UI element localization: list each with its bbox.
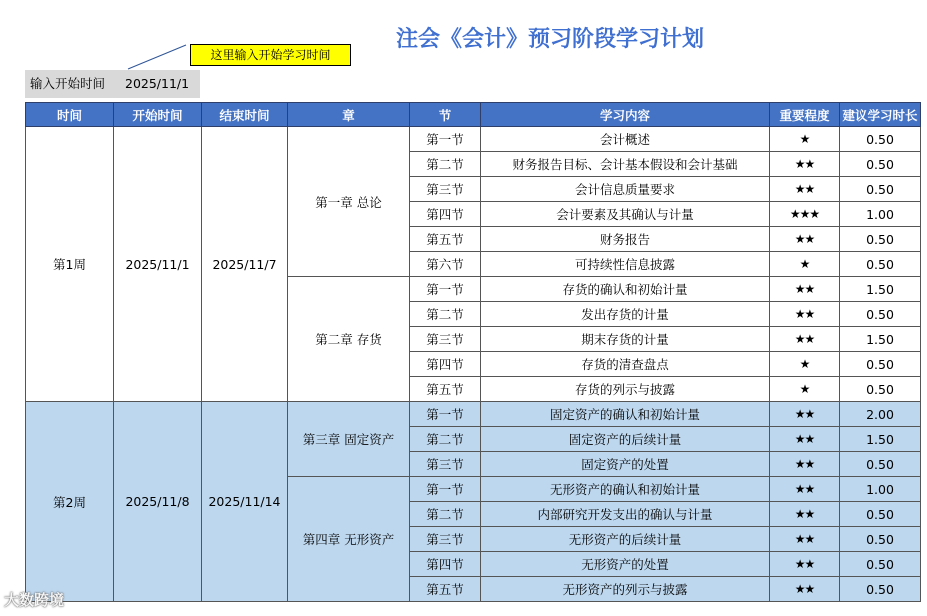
table-row — [26, 127, 921, 152]
content-cell: 会计信息质量要求 — [481, 177, 770, 202]
content-cell: 无形资产的处置 — [481, 552, 770, 577]
importance-cell: ★★ — [770, 302, 840, 327]
content-cell: 存货的列示与披露 — [481, 377, 770, 402]
callout-note: 这里输入开始学习时间 — [190, 44, 351, 66]
hours-cell: 0.50 — [840, 302, 921, 327]
header-chapter: 章 — [288, 103, 410, 127]
importance-cell: ★ — [770, 377, 840, 402]
watermark: 大数跨境 — [4, 591, 65, 609]
section-cell: 第四节 — [410, 552, 481, 577]
hours-cell: 0.50 — [840, 527, 921, 552]
header-start-date: 开始时间 — [114, 103, 202, 127]
start-date-cell: 2025/11/1 — [114, 127, 202, 402]
content-cell: 会计要素及其确认与计量 — [481, 202, 770, 227]
start-date-label: 输入开始时间 — [30, 76, 106, 91]
section-cell: 第一节 — [410, 277, 481, 302]
content-cell: 固定资产的处置 — [481, 452, 770, 477]
content-cell: 可持续性信息披露 — [481, 252, 770, 277]
importance-cell: ★★ — [770, 277, 840, 302]
start-date-input[interactable]: 2025/11/1 — [125, 76, 190, 91]
week-cell: 第1周 — [26, 127, 114, 402]
section-cell: 第二节 — [410, 502, 481, 527]
table-header-row — [26, 103, 921, 127]
importance-cell: ★ — [770, 352, 840, 377]
section-cell: 第五节 — [410, 377, 481, 402]
start-date-cell: 2025/11/8 — [114, 402, 202, 602]
section-cell: 第一节 — [410, 127, 481, 152]
content-cell: 无形资产的后续计量 — [481, 527, 770, 552]
hours-cell: 1.00 — [840, 202, 921, 227]
callout-pointer — [0, 0, 200, 80]
importance-cell: ★★ — [770, 502, 840, 527]
content-cell: 无形资产的确认和初始计量 — [481, 477, 770, 502]
importance-cell: ★★★ — [770, 202, 840, 227]
importance-cell: ★ — [770, 127, 840, 152]
hours-cell: 2.00 — [840, 402, 921, 427]
section-cell: 第六节 — [410, 252, 481, 277]
section-cell: 第二节 — [410, 302, 481, 327]
hours-cell: 1.00 — [840, 477, 921, 502]
importance-cell: ★★ — [770, 527, 840, 552]
section-cell: 第三节 — [410, 327, 481, 352]
hours-cell: 0.50 — [840, 577, 921, 602]
start-date-input-row — [25, 70, 200, 98]
header-content: 学习内容 — [481, 103, 770, 127]
hours-cell: 0.50 — [840, 152, 921, 177]
section-cell: 第二节 — [410, 427, 481, 452]
study-plan-table — [25, 102, 921, 602]
header-importance: 重要程度 — [770, 103, 840, 127]
header-week: 时间 — [26, 103, 114, 127]
header-section: 节 — [410, 103, 481, 127]
content-cell: 固定资产的确认和初始计量 — [481, 402, 770, 427]
chapter-cell: 第二章 存货 — [288, 277, 410, 402]
hours-cell: 0.50 — [840, 552, 921, 577]
section-cell: 第二节 — [410, 152, 481, 177]
chapter-cell: 第三章 固定资产 — [288, 402, 410, 477]
week-cell: 第2周 — [26, 402, 114, 602]
importance-cell: ★★ — [770, 227, 840, 252]
chapter-cell: 第一章 总论 — [288, 127, 410, 277]
content-cell: 存货的清查盘点 — [481, 352, 770, 377]
content-cell: 期末存货的计量 — [481, 327, 770, 352]
header-hours: 建议学习时长 — [840, 103, 921, 127]
content-cell: 固定资产的后续计量 — [481, 427, 770, 452]
content-cell: 无形资产的列示与披露 — [481, 577, 770, 602]
importance-cell: ★★ — [770, 552, 840, 577]
header-end-date: 结束时间 — [202, 103, 288, 127]
importance-cell: ★★ — [770, 477, 840, 502]
section-cell: 第四节 — [410, 352, 481, 377]
hours-cell: 0.50 — [840, 252, 921, 277]
chapter-cell: 第四章 无形资产 — [288, 477, 410, 602]
content-cell: 内部研究开发支出的确认与计量 — [481, 502, 770, 527]
hours-cell: 1.50 — [840, 427, 921, 452]
importance-cell: ★★ — [770, 327, 840, 352]
section-cell: 第一节 — [410, 402, 481, 427]
section-cell: 第五节 — [410, 227, 481, 252]
section-cell: 第五节 — [410, 577, 481, 602]
importance-cell: ★★ — [770, 402, 840, 427]
hours-cell: 1.50 — [840, 277, 921, 302]
page-title: 注会《会计》预习阶段学习计划 — [395, 27, 704, 52]
section-cell: 第一节 — [410, 477, 481, 502]
content-cell: 会计概述 — [481, 127, 770, 152]
content-cell: 财务报告 — [481, 227, 770, 252]
content-cell: 发出存货的计量 — [481, 302, 770, 327]
hours-cell: 0.50 — [840, 127, 921, 152]
end-date-cell: 2025/11/14 — [202, 402, 288, 602]
section-cell: 第三节 — [410, 527, 481, 552]
hours-cell: 0.50 — [840, 377, 921, 402]
importance-cell: ★★ — [770, 152, 840, 177]
hours-cell: 0.50 — [840, 227, 921, 252]
hours-cell: 1.50 — [840, 327, 921, 352]
importance-cell: ★★ — [770, 452, 840, 477]
section-cell: 第四节 — [410, 202, 481, 227]
table-row — [26, 402, 921, 427]
content-cell: 存货的确认和初始计量 — [481, 277, 770, 302]
hours-cell: 0.50 — [840, 177, 921, 202]
importance-cell: ★★ — [770, 177, 840, 202]
hours-cell: 0.50 — [840, 502, 921, 527]
importance-cell: ★★ — [770, 577, 840, 602]
end-date-cell: 2025/11/7 — [202, 127, 288, 402]
content-cell: 财务报告目标、会计基本假设和会计基础 — [481, 152, 770, 177]
section-cell: 第三节 — [410, 452, 481, 477]
hours-cell: 0.50 — [840, 352, 921, 377]
section-cell: 第三节 — [410, 177, 481, 202]
importance-cell: ★★ — [770, 427, 840, 452]
importance-cell: ★ — [770, 252, 840, 277]
hours-cell: 0.50 — [840, 452, 921, 477]
